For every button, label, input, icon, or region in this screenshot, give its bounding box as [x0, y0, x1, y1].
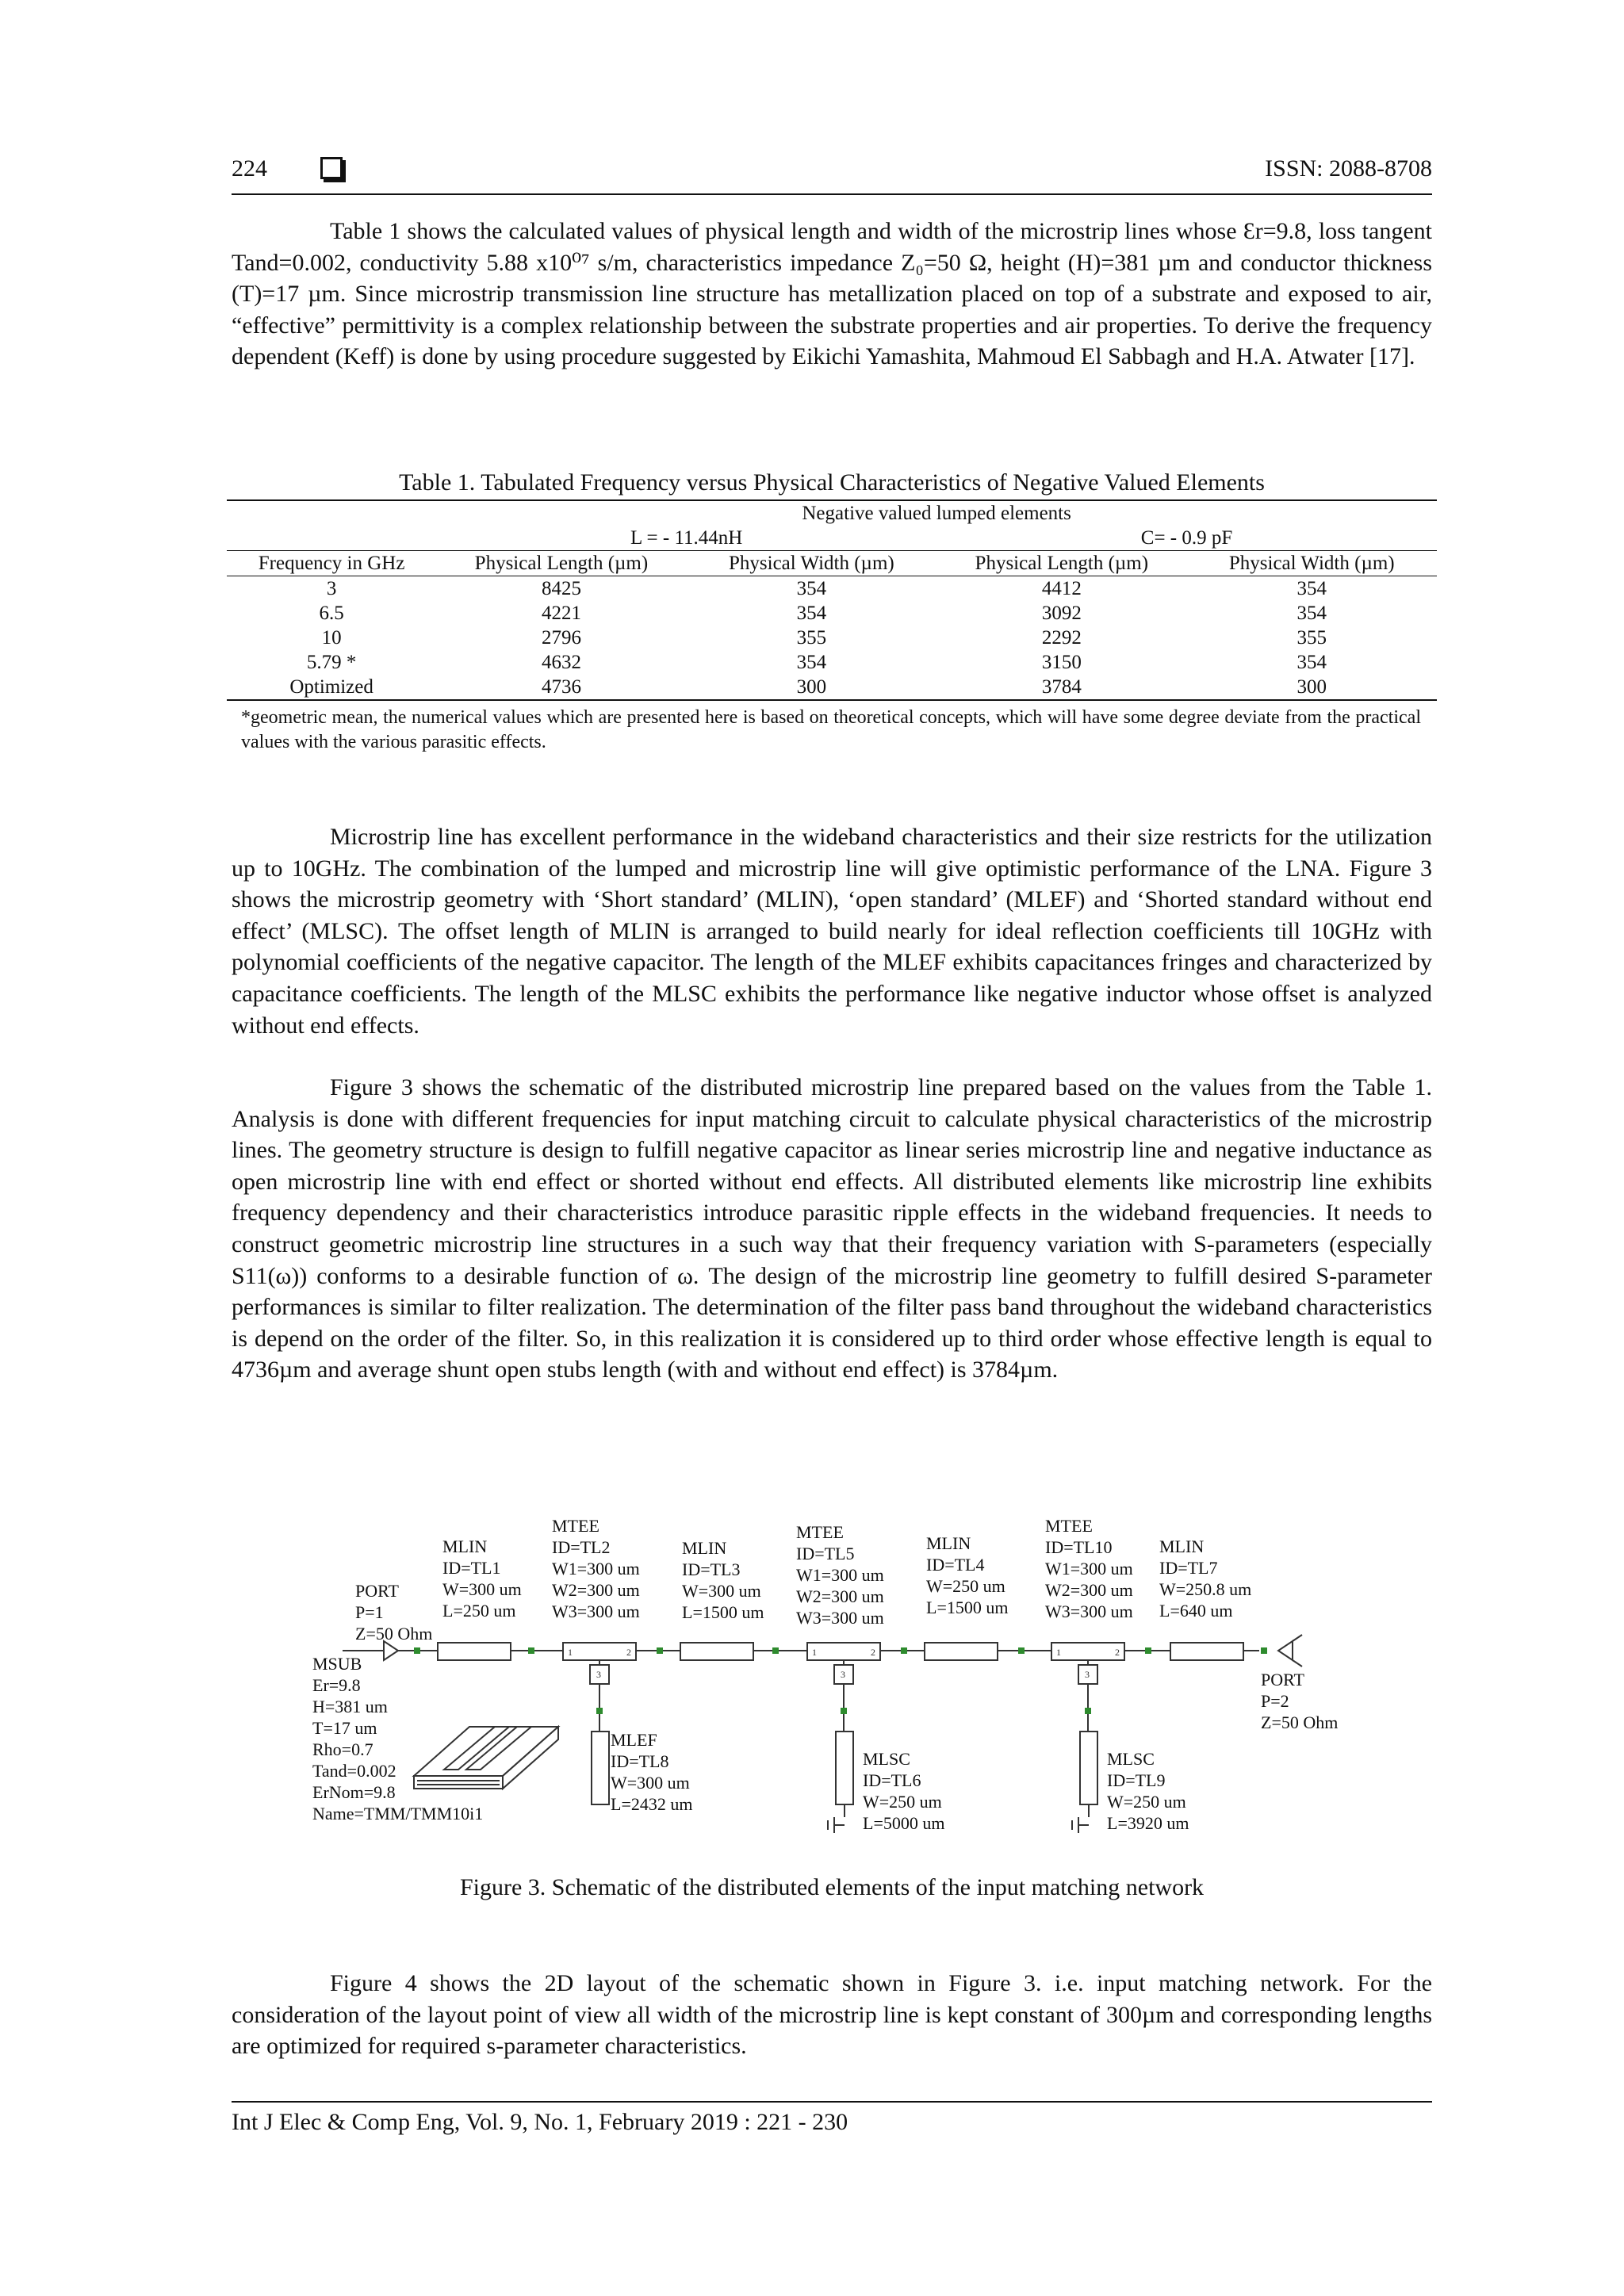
page-header: [232, 152, 1432, 187]
table-cell: 3784: [936, 675, 1186, 700]
tl5-label: MTEE ID=TL5 W1=300 um W2=300 um W3=300 um: [796, 1522, 884, 1628]
tl3-label: MLIN ID=TL3 W=300 um L=1500 um: [682, 1538, 764, 1622]
table-cell: 5.79 *: [306, 652, 357, 673]
tl4-label: MLIN ID=TL4 W=250 um L=1500 um: [926, 1533, 1009, 1617]
figure-caption: Figure 3. Schematic of the distributed elements of the input matching network: [459, 1874, 1205, 1900]
table-row: [227, 626, 1437, 650]
table-cell: 4412: [1041, 578, 1082, 599]
table-cell: Optimized: [227, 675, 436, 700]
table-cell: 354: [1297, 578, 1327, 599]
pin-label: 1: [812, 1647, 817, 1658]
port1-label: PORT P=1 Z=50 Ohm: [355, 1581, 433, 1644]
table-cell: 355: [1297, 627, 1327, 649]
table-cell: 300: [687, 675, 936, 700]
tl8-label: MLEF ID=TL8 W=300 um L=2432 um: [611, 1730, 693, 1814]
table-subheader-l: L = - 11.44nH: [436, 526, 936, 551]
tl9-label: MLSC ID=TL9 W=250 um L=3920 um: [1107, 1749, 1189, 1833]
tl1-label: MLIN ID=TL1 W=300 um L=250 um: [442, 1536, 522, 1621]
page-number: 224: [232, 155, 267, 182]
table-footnote: *geometric mean, the numerical values which are presented here is based on theoretical concepts, which will have some degree deviate from the practical values with the various parasitic effects.: [241, 707, 1421, 752]
tl6-label: MLSC ID=TL6 W=250 um L=5000 um: [863, 1749, 945, 1833]
table-cell: 4221: [541, 603, 581, 624]
table-cell: 354: [796, 652, 827, 673]
table-1: [227, 499, 1437, 701]
table-cell: 355: [796, 627, 827, 649]
table-group-header: Negative valued lumped elements: [436, 500, 1437, 526]
checkbox-ornament-icon: [320, 157, 343, 179]
page-footer: Int J Elec & Comp Eng, Vol. 9, No. 1, February 2019 : 221 - 230: [232, 2109, 848, 2135]
table-cell: 10: [321, 627, 342, 649]
header-rule: [232, 193, 1432, 195]
footer-rule: [232, 2101, 1432, 2103]
column-header: Frequency in GHz: [227, 551, 436, 576]
paragraph-4: Figure 4 shows the 2D layout of the schematic shown in Figure 3. i.e. input matching network. For the consideration of the layout point of view all width of the microstrip line is kept constant of 300µm and corresponding lengths are optimized for required s-parameter characteristics.: [232, 1970, 1432, 2060]
column-header: Physical Width (µm): [687, 551, 936, 576]
pin-label: 1: [1056, 1647, 1061, 1658]
table-cell: 354: [796, 578, 827, 599]
table-row: [227, 675, 1437, 700]
tl10-label: MTEE ID=TL10 W1=300 um W2=300 um W3=300 um: [1045, 1516, 1133, 1621]
column-header: Physical Width (µm): [1187, 551, 1437, 576]
table-cell: 3092: [1041, 603, 1082, 624]
table-cell: 3150: [1041, 652, 1082, 673]
pin-label: 3: [841, 1669, 845, 1680]
column-header: Physical Length (µm): [936, 551, 1186, 576]
msub-label: MSUB Er=9.8 H=381 um T=17 um Rho=0.7 Tand=0.002 ErNom=9.8 Name=TMM/TMM10i1: [312, 1654, 484, 1823]
table-row: [227, 650, 1437, 675]
table-cell: 4632: [541, 652, 581, 673]
port2-label: PORT P=2 Z=50 Ohm: [1261, 1670, 1339, 1732]
pin-label: 3: [1085, 1669, 1090, 1680]
table-cell: 4736: [436, 675, 686, 700]
issn: ISSN: 2088-8708: [1265, 155, 1432, 182]
table-column-headers: [227, 551, 1437, 576]
tl7-label: MLIN ID=TL7 W=250.8 um L=640 um: [1159, 1536, 1252, 1621]
pin-label: 3: [596, 1669, 601, 1680]
table-subheader-c: C= - 0.9 pF: [936, 526, 1437, 551]
table-row: [227, 601, 1437, 626]
paragraph-3: Figure 3 shows the schematic of the distributed microstrip line prepared based on the values from the Table 1. Analysis is done with different frequencies for input matching circuit to calculate physical characteristics of the microstrip lines. The geometry structure is design to fulfill negative capacitor as linear series microstrip line and negative inductance as open microstrip line with end effect or shorted without end effects. All distributed elements like microstrip line exhibits frequency dependency and their characteristics introduce parasitic ripple effects in the wideband frequencies. It needs to construct geometric microstrip line structures in a such way that their frequency variation with S-parameters (especially S11(ω)) conforms to a desirable function of ω. The design of the microstrip line geometry to fulfill desired S-parameter performances is similar to filter realization. The determination of the filter pass band throughout the wideband characteristics is depend on the order of the filter. So, in this realization it is considered up to third order whose effective length is equal to 4736µm and average shunt open stubs length (with and without end effect) is 3784µm.: [232, 1074, 1432, 1383]
pin-label: 2: [626, 1647, 631, 1658]
table-cell: 8425: [541, 578, 581, 599]
paragraph-1: Table 1 shows the calculated values of physical length and width of the microstrip lines whose Ɛr=9.8, loss tangent Tand=0.002, conductivity 5.88 x10⁰⁷ s/m, characteristics impedance Z₀=50 Ω, height (H)=381 µm and conductor thickness (T)=17 µm. Since microstrip transmission line structure has metallization placed on top of a substrate and exposed to air, “effective” permittivity is a complex relationship between the substrate properties and air properties. To derive the frequency dependent (Keff) is done by using procedure suggested by Eikichi Yamashita, Mahmoud El Sabbagh and H.A. Atwater [17].: [232, 218, 1432, 370]
pin-label: 2: [1115, 1647, 1120, 1658]
schematic-figure: [311, 1514, 1358, 1847]
table-cell: 354: [1297, 603, 1327, 624]
pin-label: 2: [871, 1647, 875, 1658]
table-cell: 2796: [541, 627, 581, 649]
table-cell: 3: [326, 578, 337, 599]
table-caption: Table 1. Tabulated Frequency versus Physical Characteristics of Negative Valued Elements: [399, 469, 1265, 496]
table-row: [227, 576, 1437, 602]
table-cell: 354: [796, 603, 827, 624]
table-cell: 2292: [1041, 627, 1082, 649]
table-cell: 354: [1297, 652, 1327, 673]
pin-label: 1: [568, 1647, 573, 1658]
tl2-label: MTEE ID=TL2 W1=300 um W2=300 um W3=300 um: [552, 1516, 640, 1621]
paragraph-2: Microstrip line has excellent performance in the wideband characteristics and their size restricts for the utilization up to 10GHz. The combination of the lumped and microstrip line will give optimistic performance of the LNA. Figure 3 shows the microstrip geometry with ‘Short standard’ (MLIN), ‘open standard’ (MLEF) and ‘Shorted standard without end effect’ (MLSC). The offset length of MLIN is arranged to build nearly for ideal reflection coefficients till 10GHz with polynomial coefficients of the negative capacitor. The length of the MLEF exhibits capacitances fringes and characterized by capacitance coefficients. The length of the MLSC exhibits the performance like negative inductor whose offset is analyzed without end effects.: [232, 824, 1432, 1039]
table-cell: 6.5: [319, 603, 344, 624]
column-header: Physical Length (µm): [436, 551, 686, 576]
table-cell: 300: [1187, 675, 1437, 700]
